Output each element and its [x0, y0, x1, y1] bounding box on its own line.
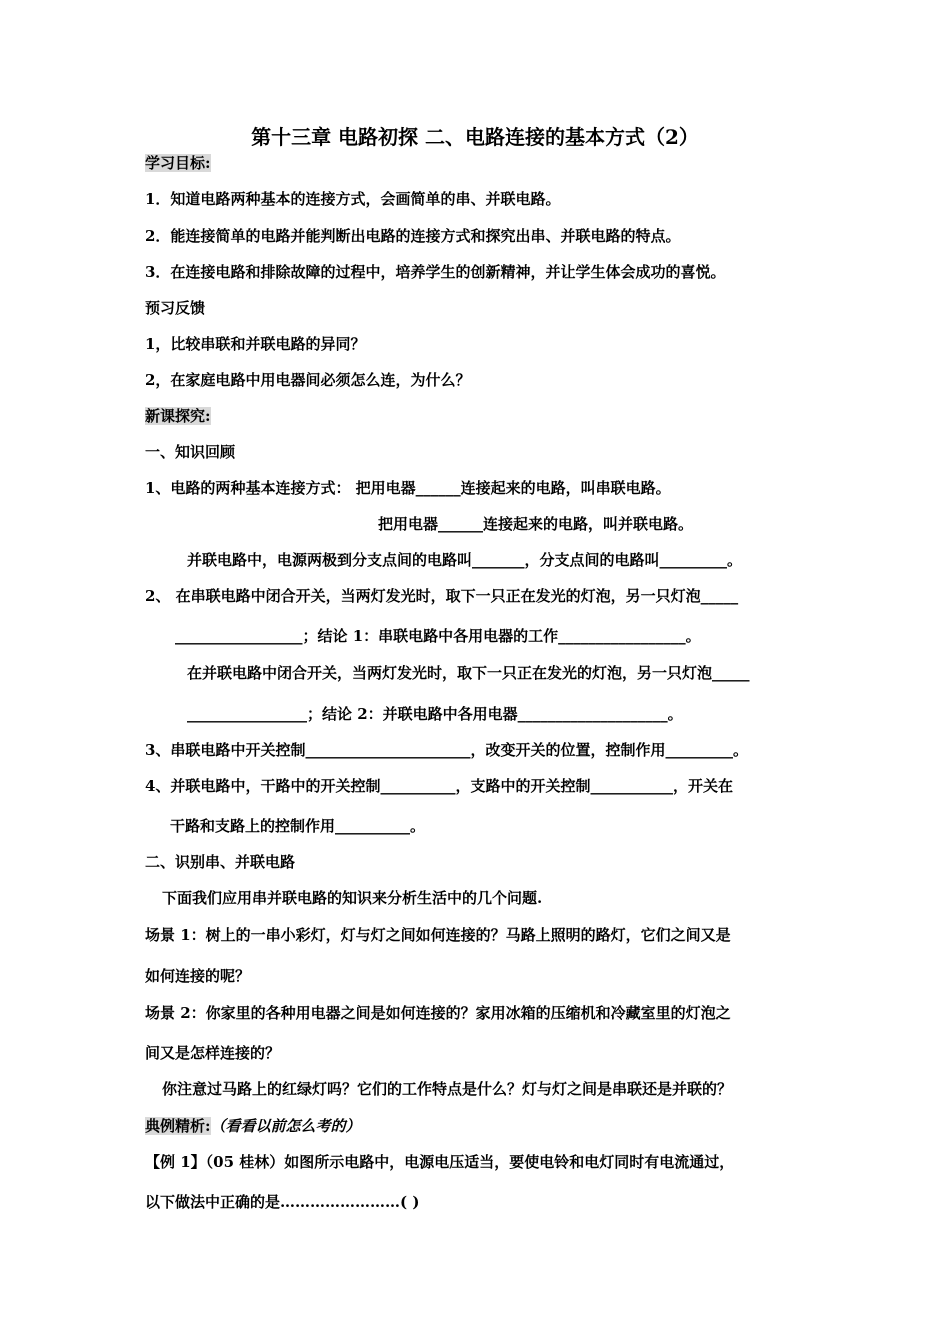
- goal-item-3: 3．在连接电路和排除故障的过程中，培养学生的创新精神，并让学生体会成功的喜悦。: [145, 263, 726, 281]
- traffic-light-question: 你注意过马路上的红绿灯吗？它们的工作特点是什么？灯与灯之间是串联还是并联的？: [162, 1080, 733, 1098]
- example1-line-1: [145, 1152, 734, 1172]
- scene2-line-1: [145, 1003, 731, 1023]
- new-lesson-heading: [145, 406, 211, 426]
- example1-line-2: 以下做法中正确的是……………………( ): [145, 1193, 420, 1211]
- example-heading-line: [145, 1116, 361, 1136]
- goal-item-1: 1．知道电路两种基本的连接方式，会画简单的串、并联电路。: [145, 190, 561, 208]
- scene1-label: 场景 1: [145, 926, 191, 944]
- scene1-text: ：树上的一串小彩灯，灯与灯之间如何连接的？马路上照明的路灯，它们之间又是: [190, 926, 731, 944]
- goal-item-2: 2．能连接简单的电路并能判断出电路的连接方式和探究出串、并联电路的特点。: [145, 227, 681, 245]
- new-lesson-heading-text: 新课探究:: [145, 407, 211, 425]
- part2-heading: 二、识别串、并联电路: [145, 853, 296, 871]
- page-title: 第十三章 电路初探 二、电路连接的基本方式（2）: [251, 125, 699, 149]
- example-note: （看看以前怎么考的）: [210, 1117, 361, 1135]
- q1-line-2: 把用电器______连接起来的电路，叫并联电路。: [378, 515, 694, 533]
- scene2-label: 场景 2: [145, 1004, 191, 1022]
- q1-line-1: 1、电路的两种基本连接方式： 把用电器______连接起来的电路，叫串联电路。: [145, 479, 671, 497]
- q4-line-1: 4、并联电路中，干路中的开关控制__________，支路中的开关控制___________，开关在: [145, 777, 733, 795]
- q1-line-3: 并联电路中，电源两极到分支点间的电路叫_______，分支点间的电路叫_________。: [187, 551, 743, 569]
- preview-heading: 预习反馈: [145, 299, 206, 317]
- preview-item-1: 1，比较串联和并联电路的异同？: [145, 335, 366, 353]
- part2-intro: 下面我们应用串并联电路的知识来分析生活中的几个问题.: [162, 889, 543, 907]
- scene1-line-2: 如何连接的呢？: [145, 967, 251, 985]
- goals-heading: [145, 153, 211, 173]
- q3-line: 3、串联电路中开关控制______________________，改变开关的位置，控制作用_________。: [145, 741, 748, 759]
- preview-item-2: 2，在家庭电路中用电器间必须怎么连，为什么？: [145, 371, 471, 389]
- scene2-line-2: 间又是怎样连接的？: [145, 1044, 281, 1062]
- q2-line-2: _________________；结论 1：串联电路中各用电器的工作_________________。: [175, 627, 701, 645]
- part1-heading: 一、知识回顾: [145, 443, 236, 461]
- scene1-line-1: [145, 925, 731, 945]
- example1-label: 【例 1】: [145, 1153, 206, 1171]
- q2-line-1: 2、 在串联电路中闭合开关，当两灯发光时，取下一只正在发光的灯泡，另一只灯泡_____: [145, 587, 739, 605]
- q2-line-3: 在并联电路中闭合开关，当两灯发光时，取下一只正在发光的灯泡，另一只灯泡_____: [187, 664, 750, 682]
- example1-text: （05 桂林）如图所示电路中，电源电压适当，要使电铃和电灯同时有电流通过，: [205, 1153, 735, 1171]
- example-heading: 典例精析:: [145, 1117, 211, 1135]
- q4-line-2: 干路和支路上的控制作用__________。: [170, 817, 426, 835]
- q2-line-4: ________________；结论 2：并联电路中各用电器____________________。: [187, 705, 683, 723]
- goals-heading-text: 学习目标:: [145, 154, 211, 172]
- scene2-text: ：你家里的各种用电器之间是如何连接的？家用冰箱的压缩机和冷藏室里的灯泡之: [190, 1004, 731, 1022]
